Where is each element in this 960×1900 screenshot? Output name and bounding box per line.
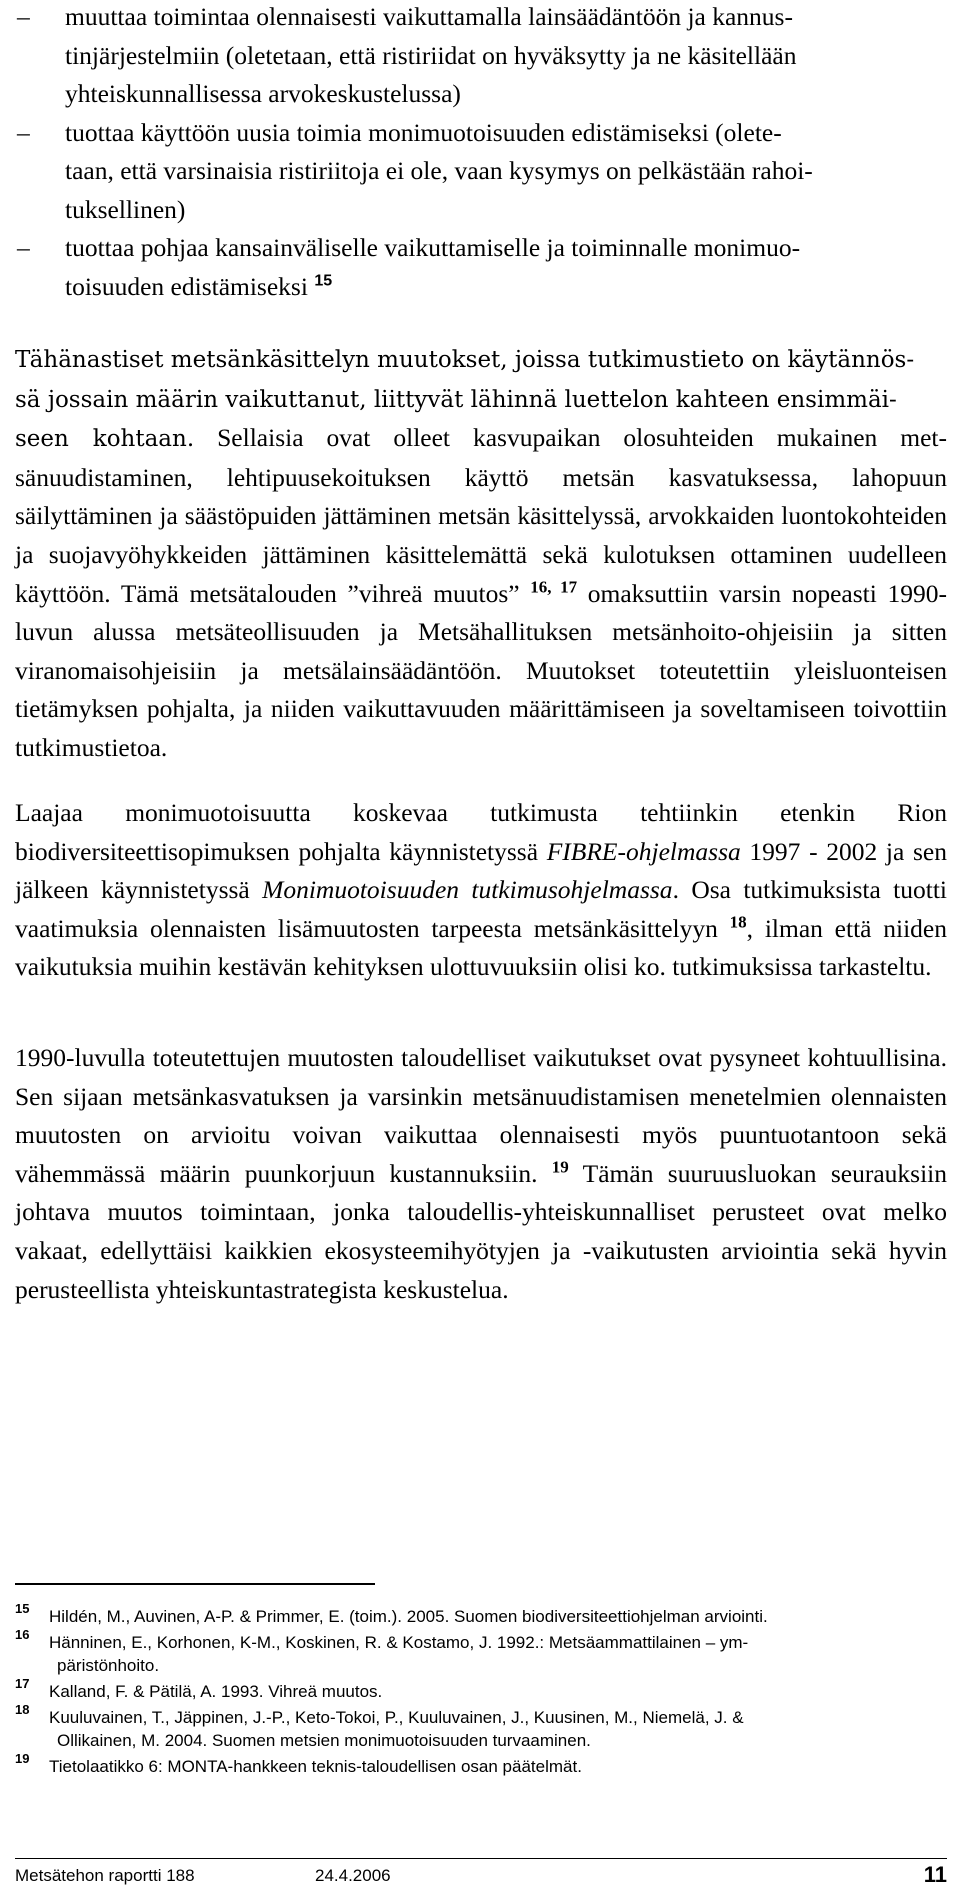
bullet-line: taan, että varsinaisia ristiriitoja ei ole, vaan kysymys on pelkästään rahoi- bbox=[65, 156, 813, 185]
paragraph-2-text: . Osa tutkimuksista tuotti vaatimuksia olennaisten lisämuutosten tarpeesta metsänkäsittelyyn bbox=[15, 875, 947, 943]
footnote-16 bbox=[15, 1627, 947, 1677]
bullet-line: tuksellinen) bbox=[65, 194, 186, 224]
bullet-line: tuottaa käyttöön uusia toimia monimuotoisuuden edistämiseksi (olete- bbox=[65, 117, 782, 147]
page-number: 11 bbox=[923, 1862, 947, 1887]
footnotes bbox=[15, 1601, 947, 1781]
footnote-text: Hänninen, E., Korhonen, K-M., Koskinen, R. & Kostamo, J. 1992.: Metsäammattilainen – ym- bbox=[49, 1633, 749, 1652]
paragraph-2-text: Laajaa monimuotoisuutta koskevaa tutkimusta tehtiinkin etenkin Rion biodiversiteettisopimuksen pohjalta käynnistetyssä bbox=[15, 798, 947, 866]
footnote-separator bbox=[15, 1583, 375, 1585]
footnote-number: 19 bbox=[15, 1751, 30, 1766]
footer-rule bbox=[15, 1858, 947, 1859]
paragraph-1-text-b: omaksuttiin varsin nopeasti 1990-luvun alussa metsäteollisuuden ja Metsähallituksen metsänhoito-ohjeisiin ja sitten viranomaisohjeisiin ja metsälainsäädäntöön. Muutokset toteutettiin yleisluonteisen tietämyksen pohjalta, ja niiden vaikuttavuuden määrittämiseen ja soveltamiseen toivottiin tutkimustietoa. bbox=[15, 578, 947, 762]
bullet-item-1 bbox=[15, 0, 947, 114]
footnote-ref: 15 bbox=[314, 272, 333, 289]
footnote-text: päristönhoito. bbox=[57, 1656, 160, 1675]
footnote-number: 16 bbox=[15, 1627, 30, 1642]
paragraph-2-text: , ilman että niiden vaikutuksia muihin kestävän kehityksen ulottuvuuksiin olisi ko. tutkimuksissa tarkasteltu. bbox=[15, 913, 947, 982]
bullet-line: toisuuden edistämiseksi bbox=[65, 271, 308, 301]
footnote-text: Kuuluvainen, T., Jäppinen, J.-P., Keto-Tokoi, P., Kuuluvainen, J., Kuusinen, M., Niemelä, J. & bbox=[49, 1708, 744, 1727]
paragraph-2 bbox=[15, 794, 947, 987]
footnote-number: 15 bbox=[15, 1601, 30, 1616]
report-date: 24.4.2006 bbox=[315, 1866, 391, 1885]
bullet-item-2 bbox=[15, 114, 947, 230]
paragraph-2-text: 1997 - 2002 ja sen jälkeen käynnistetyssä bbox=[15, 836, 948, 905]
report-name: Metsätehon raportti 188 bbox=[15, 1866, 195, 1885]
paragraph-1-dejavu-line: sä jossain määrin vaikuttanut, liittyvät lähinnä luettelon kahteen ensimmäi- bbox=[15, 386, 897, 413]
footnote-number: 17 bbox=[15, 1676, 30, 1691]
footnote-number: 18 bbox=[15, 1702, 30, 1717]
paragraph-3-text: 1990-luvulla toteutettujen muutosten taloudelliset vaikutukset ovat pysyneet kohtuullisina. Sen sijaan metsänkasvatuksen ja varsinkin metsänuudistamisen menetelmien olennaisten muutosten on arvioitu voivan vaikuttaa olennaisesti myös puuntuotantoon sekä vähemmässä määrin puunkorjuun kustannuksiin. bbox=[15, 1043, 947, 1188]
footnote-ref: 18 bbox=[729, 912, 747, 932]
footnote-ref: 16, 17 bbox=[530, 577, 578, 597]
footnote-text: Ollikainen, M. 2004. Suomen metsien monimuotoisuuden turvaaminen. bbox=[57, 1731, 591, 1750]
paragraph-1 bbox=[15, 340, 947, 768]
footnote-15 bbox=[15, 1601, 947, 1628]
paragraph-3-text: Tämän suuruusluokan seurauksiin johtava muutos toimintaan, jonka taloudellis-yhteiskunnalliset perusteet ovat melko vakaat, edellyttäisi kaikkien ekosysteemihyötyjen ja -vaikutusten arviointia sekä hyvin perusteellista yhteiskuntastrategista keskustelua. bbox=[15, 1158, 947, 1304]
paragraph-3 bbox=[15, 1039, 947, 1309]
dash-marker: – bbox=[17, 233, 30, 262]
bullet-list bbox=[15, 0, 947, 306]
bullet-line: tuottaa pohjaa kansainväliselle vaikuttamiselle ja toiminnalle monimuo- bbox=[65, 233, 801, 262]
bullet-line: yhteiskunnallisessa arvokeskustelussa) bbox=[65, 79, 461, 108]
bullet-item-3 bbox=[15, 229, 947, 306]
footnote-ref: 19 bbox=[551, 1157, 569, 1177]
paragraph-1-text: Sellaisia ovat olleet kasvupaikan olosuhteiden mukainen metsänuudistaminen, lehtipuusekoituksen käyttö metsän kasvatuksessa, lahopuun säilyttäminen ja säästöpuiden jättäminen metsän käsittelyssä, arvokkaiden luontokohteiden ja suojavyöhykkeiden jättäminen käsittelemättä sekä kulotuksen ottaminen uudelleen käyttöön. Tämä metsätalouden ”vihreä muutos” bbox=[15, 423, 947, 608]
bullet-line: tinjärjestelmiin (oletetaan, että ristiriidat on hyväksytty ja ne käsitellään bbox=[65, 40, 797, 70]
footnote-text: Hildén, M., Auvinen, A-P. & Primmer, E. (toim.). 2005. Suomen biodiversiteettiohjelman arviointi. bbox=[49, 1607, 768, 1626]
footnote-19 bbox=[15, 1751, 947, 1778]
programme-name-monimuotoisuus: Monimuotoisuuden tutkimusohjelmassa bbox=[262, 875, 673, 905]
paragraph-1-dejavu-line: Tähänastiset metsänkäsittelyn muutokset, joissa tutkimustieto on käytännös- bbox=[15, 347, 915, 373]
paragraph-1-dejavu-line: seen kohtaan. bbox=[15, 426, 195, 453]
programme-name-fibre: FIBRE-ohjelmassa bbox=[546, 836, 741, 866]
dash-marker: – bbox=[17, 117, 30, 147]
footnote-text: Kalland, F. & Pätilä, A. 1993. Vihreä muutos. bbox=[49, 1682, 383, 1701]
bullet-line: muuttaa toimintaa olennaisesti vaikuttamalla lainsäädäntöön ja kannus- bbox=[65, 2, 793, 31]
footnote-text: Tietolaatikko 6: MONTA-hankkeen teknis-taloudellisen osan päätelmät. bbox=[49, 1757, 582, 1776]
footnote-18 bbox=[15, 1702, 947, 1752]
dash-marker: – bbox=[17, 2, 30, 31]
footnote-17 bbox=[15, 1676, 947, 1703]
